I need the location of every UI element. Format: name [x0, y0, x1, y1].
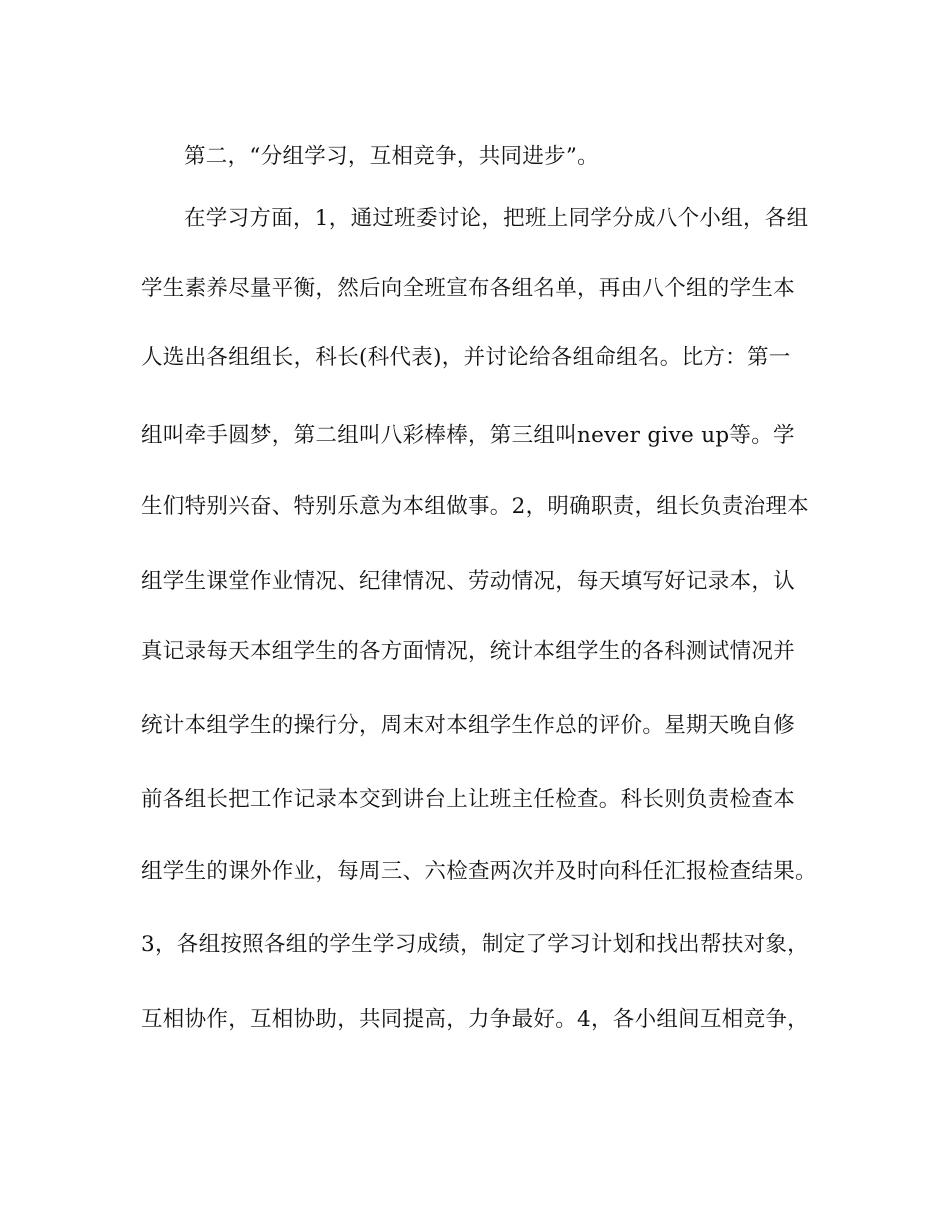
text-line: 组叫牵手圆梦，第二组叫八彩棒棒，第三组叫never give up等。学 [141, 423, 795, 448]
text-line: 组学生的课外作业，每周三、六检查两次并及时向科任汇报检查结果。 [141, 859, 817, 884]
text-line: 人选出各组组长，科长(科代表)，并讨论给各组命组名。比方：第一 [141, 345, 791, 370]
text-line: 真记录每天本组学生的各方面情况，统计本组学生的各科测试情况并 [141, 639, 796, 664]
text-line: 3，各组按照各组的学生学习成绩，制定了学习计划和找出帮扶对象， [141, 932, 809, 957]
text-line: 学生素养尽量平衡，然后向全班宣布各组名单，再由八个组的学生本 [141, 276, 796, 301]
text-line: 在学习方面，1，通过班委讨论，把班上同学分成八个小组，各组 [184, 206, 809, 231]
paragraph-heading: 第二，“分组学习，互相竞争，共同进步”。 [184, 144, 599, 169]
text-line: 互相协作，互相协助，共同提高，力争最好。4，各小组间互相竞争， [141, 1007, 809, 1032]
text-line: 统计本组学生的操行分，周末对本组学生作总的评价。星期天晚自修 [141, 713, 796, 738]
text-line: 前各组长把工作记录本交到讲台上让班主任检查。科长则负责检查本 [141, 787, 796, 812]
text-line: 组学生课堂作业情况、纪律情况、劳动情况，每天填写好记录本，认 [141, 569, 796, 594]
text-line: 生们特别兴奋、特别乐意为本组做事。2，明确职责，组长负责治理本 [141, 494, 809, 519]
